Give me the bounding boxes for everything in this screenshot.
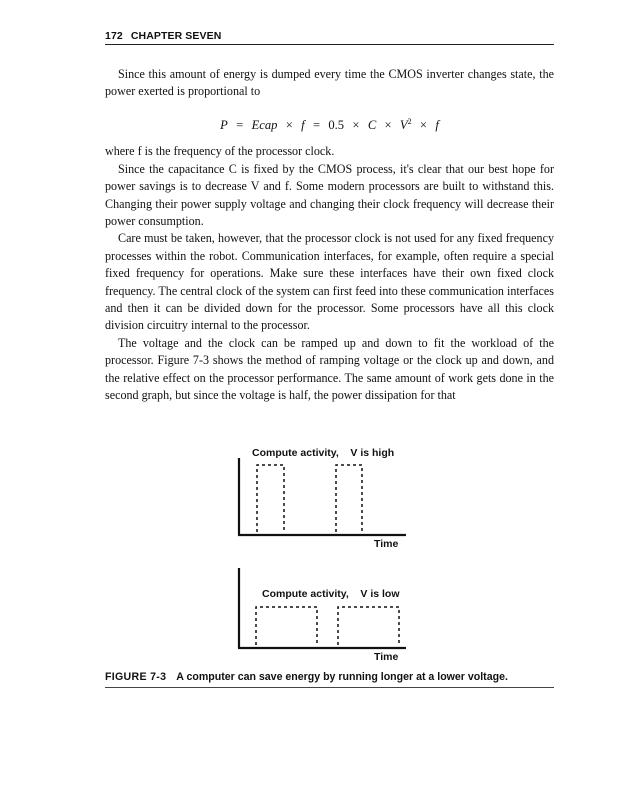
- eq-times-3: ×: [384, 118, 392, 132]
- eq-p: P: [220, 118, 228, 132]
- eq-equals-1: =: [236, 118, 244, 132]
- eq-coefficient: 0.5: [328, 118, 345, 132]
- graph2-time-label: Time: [374, 651, 399, 663]
- paragraph-1: Since this amount of energy is dumped every time the CMOS inverter changes state, the power exerted is proportional to: [105, 67, 554, 99]
- caption-text: A computer can save energy by running longer at a lower voltage.: [176, 671, 508, 683]
- graph1-pulse-2: [336, 465, 362, 532]
- eq-c: C: [367, 118, 377, 132]
- graph2-title: Compute activity, V is low: [262, 588, 400, 600]
- page-number: 172: [105, 30, 123, 42]
- eq-times-2: ×: [352, 118, 360, 132]
- graph2-pulse-1: [256, 607, 317, 645]
- eq-v: V: [399, 118, 408, 132]
- chapter-title: CHAPTER SEVEN: [130, 30, 222, 42]
- eq-exponent: 2: [407, 116, 412, 126]
- caption-figure-number: FIGURE 7-3: [105, 671, 167, 683]
- paragraph-5: The voltage and the clock can be ramped up and down to fit the workload of the processor. Figure 7-3 shows the method of ramping voltage or the clock up and down, and the relative effect on the processor performance. The same amount of work gets done in the second graph, but since the voltage is half, the power dissipation for that: [105, 335, 554, 403]
- eq-ecap: Ecap: [251, 118, 278, 132]
- graph1-pulse-1: [257, 465, 284, 532]
- paragraph-2: where f is the frequency of the processor clock.: [105, 144, 335, 159]
- eq-f-1: f: [301, 118, 305, 132]
- graph1-time-label: Time: [374, 538, 399, 550]
- eq-times-1: ×: [285, 118, 293, 132]
- eq-times-4: ×: [419, 118, 428, 132]
- graph-high-voltage: [238, 447, 406, 550]
- eq-equals-2: =: [312, 118, 321, 132]
- paragraph-4: Care must be taken, however, that the processor clock is not used for any fixed frequency processes within the robot. Communication interfaces, for example, often require a special fixed frequency for operations. Make sure these interfaces have their own fixed clock frequency. The central clock of the system can first feed into these communication interfaces and then it can be divided down for the processor. Some processors have all this clock division circuitry internal to the processor.: [105, 231, 554, 333]
- figure-caption: [105, 670, 554, 688]
- graph2-pulse-2: [338, 607, 399, 645]
- eq-f-2: f: [435, 118, 439, 132]
- paragraph-3: Since the capacitance C is fixed by the CMOS process, it's clear that our best hope for power savings is to decrease V and f. Some modern processors are built to withstand this. Changing their power supply voltage and changing their clock frequency will decrease their power consumption.: [105, 161, 554, 229]
- graph-low-voltage: [238, 568, 406, 663]
- graph1-title: Compute activity, V is high: [252, 447, 395, 459]
